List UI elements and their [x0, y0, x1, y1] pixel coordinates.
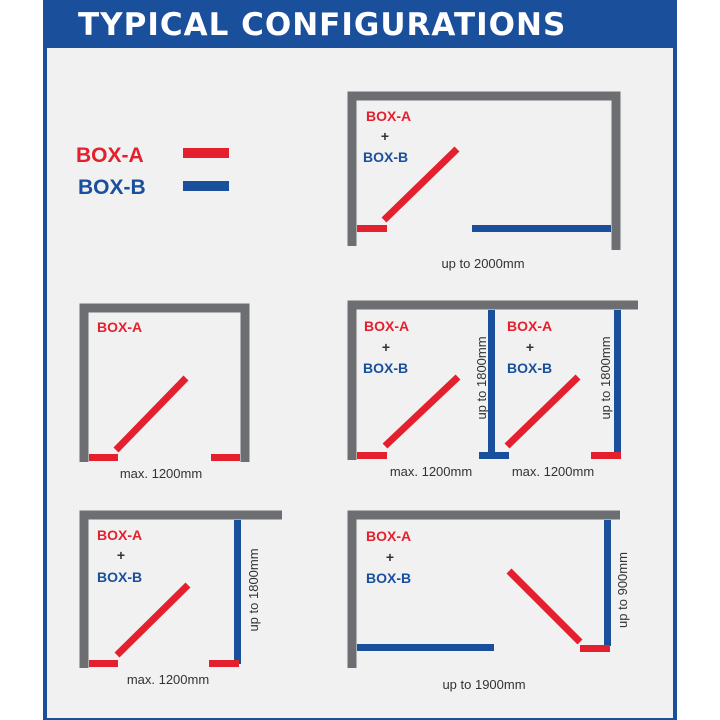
config-4-dimension: max. 1200mm — [126, 672, 210, 687]
config-4 — [84, 515, 282, 687]
config-2-dimension: max. 1200mm — [119, 466, 203, 481]
config-5-side-dimension: up to 900mm — [615, 552, 630, 628]
config-4-side-panel — [234, 520, 241, 664]
config-3-side-dimension-1: up to 1800mm — [474, 336, 489, 420]
legend-box-a-swatch — [183, 148, 229, 158]
config-5-box-b-panel — [357, 644, 494, 651]
config-4-door — [117, 585, 188, 655]
config-2-label-box-a: BOX-A — [97, 319, 143, 335]
legend-box-b-label: BOX-B — [78, 176, 146, 199]
config-1-label-box-b: BOX-B — [363, 149, 409, 165]
config-4-fixed-panel-left — [89, 660, 118, 667]
config-3-left-side-foot — [479, 452, 509, 459]
config-5-plus: + — [385, 549, 395, 565]
legend — [76, 144, 229, 199]
legend-box-b-swatch — [183, 181, 229, 191]
config-4-plus: + — [116, 547, 126, 563]
config-3-left-label-box-b: BOX-B — [363, 360, 409, 376]
config-3-right-fixed-panel — [591, 452, 621, 459]
config-3-left-fixed-panel — [357, 452, 387, 459]
config-2-fixed-panel-right — [211, 454, 240, 461]
config-5-box-a-door — [509, 571, 580, 642]
config-4-side-dimension: up to 1800mm — [246, 548, 261, 632]
config-1-box-a-fixed-panel — [357, 225, 387, 232]
config-3-right-side-panel — [614, 310, 621, 454]
legend-box-a-label: BOX-A — [76, 144, 144, 167]
config-3-left-side-panel — [488, 310, 495, 454]
config-3-side-dimension-2: up to 1800mm — [598, 336, 613, 420]
config-5-label-box-a: BOX-A — [366, 528, 412, 544]
config-3-dimension-1: max. 1200mm — [389, 464, 473, 479]
page-title: TYPICAL CONFIGURATIONS — [78, 7, 567, 43]
config-3-right-plus: + — [525, 339, 535, 355]
config-1-dimension: up to 2000mm — [441, 256, 525, 271]
config-2 — [84, 308, 245, 481]
config-4-fixed-panel-right — [209, 660, 239, 667]
config-1-plus: + — [380, 128, 390, 144]
config-5-box-a-fixed-panel — [580, 645, 610, 652]
config-1-box-b-panel — [472, 225, 611, 232]
config-1-label-box-a: BOX-A — [366, 108, 412, 124]
config-5-label-box-b: BOX-B — [366, 570, 412, 586]
config-1 — [352, 96, 616, 271]
config-3-right-label-box-b: BOX-B — [507, 360, 553, 376]
config-5-side-panel — [604, 520, 611, 646]
config-2-fixed-panel-left — [89, 454, 118, 461]
config-3-left-plus: + — [381, 339, 391, 355]
config-5-dimension: up to 1900mm — [442, 677, 526, 692]
config-3-left-door — [385, 377, 458, 446]
config-3-left-label-box-a: BOX-A — [364, 318, 410, 334]
config-4-label-box-b: BOX-B — [97, 569, 143, 585]
config-3-right-door — [507, 377, 578, 446]
config-3-right-label-box-a: BOX-A — [507, 318, 553, 334]
config-3 — [352, 305, 638, 479]
config-3-dimension-2: max. 1200mm — [511, 464, 595, 479]
config-2-door — [116, 378, 186, 450]
config-5 — [352, 515, 630, 692]
config-4-label-box-a: BOX-A — [97, 527, 143, 543]
